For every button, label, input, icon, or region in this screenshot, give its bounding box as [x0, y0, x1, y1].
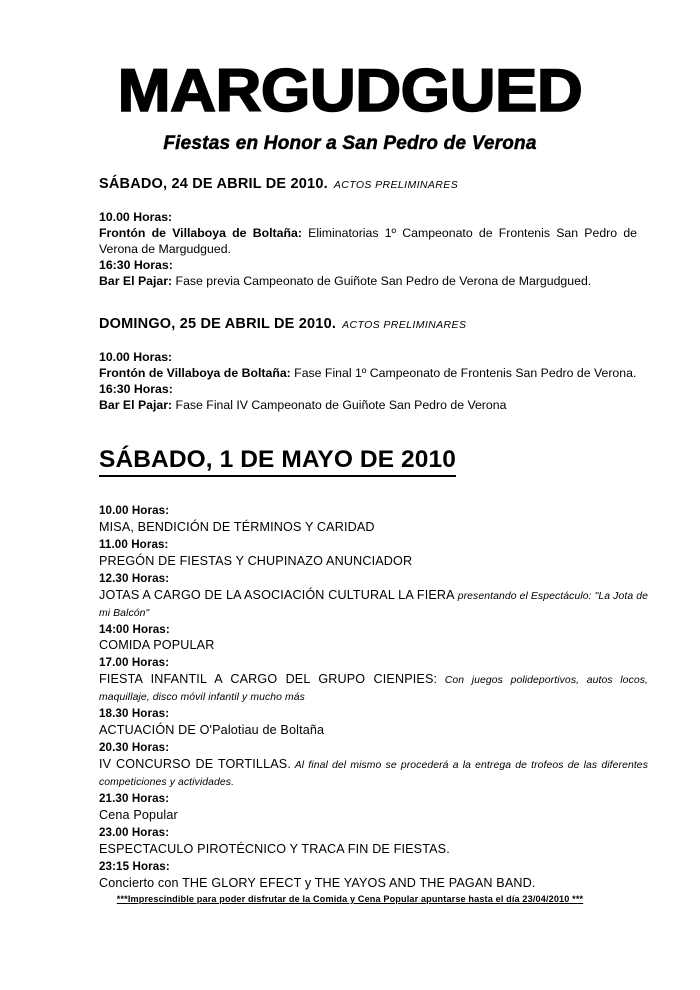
act-label: JOTAS A CARGO DE LA ASOCIACIÓN CULTURAL LA FIERA — [99, 587, 455, 602]
program-time — [99, 790, 648, 807]
day-heading-date: SÁBADO, 24 DE ABRIL DE 2010. — [99, 176, 328, 192]
section-spacer — [99, 414, 648, 446]
entry-description: Fase previa Campeonato de Guiñote San Pedro de Verona de Margudgued. — [172, 273, 592, 288]
day-program — [99, 210, 637, 290]
program-time — [99, 382, 637, 398]
venue-label: Bar El Pajar: — [99, 273, 173, 288]
time-label: 17.00 Horas: — [99, 656, 170, 670]
main-day-heading: SÁBADO, 1 DE MAYO DE 2010 — [99, 446, 456, 477]
program-time — [99, 210, 637, 226]
footer-note — [0, 889, 700, 907]
venue-label: Frontón de Villaboya de Boltaña: — [99, 365, 291, 380]
program-entry — [99, 722, 648, 739]
footer-note-text: ***Imprescindible para poder disfrutar de la Comida y Cena Popular apuntarse hasta el día 23/04/2010 *** — [116, 894, 584, 904]
program-time — [99, 705, 648, 722]
program-entry — [99, 587, 648, 621]
time-label: 14:00 Horas: — [99, 622, 170, 636]
program-entry — [99, 553, 648, 570]
act-label: ESPECTACULO PIROTÉCNICO Y TRACA FIN DE FIESTAS. — [99, 841, 450, 856]
program-entry — [99, 841, 648, 858]
program-entry — [99, 671, 648, 705]
day-program — [99, 350, 637, 414]
poster-content — [99, 176, 648, 892]
act-label: IV CONCURSO DE TORTILLAS. — [99, 757, 291, 772]
program-entry — [99, 756, 648, 790]
program-time — [99, 570, 648, 587]
program-time — [99, 350, 637, 366]
day-heading-date: DOMINGO, 25 DE ABRIL DE 2010. — [99, 315, 337, 332]
entry-description: Fase Final 1º Campeonato de Frontenis San Pedro de Verona. — [290, 365, 637, 380]
act-label: ACTUACIÓN DE O'Palotiau de Boltaña — [99, 723, 325, 738]
venue-label: Frontón de Villaboya de Boltaña: — [99, 225, 302, 240]
program-time — [99, 621, 648, 638]
program-time — [99, 502, 648, 519]
day-heading-tag: ACTOS PRELIMINARES — [333, 179, 459, 191]
time-label: 21.30 Horas: — [99, 792, 170, 806]
program-entry — [99, 366, 637, 382]
act-label: FIESTA INFANTIL A CARGO DEL GRUPO CIENPIES: — [99, 672, 438, 687]
act-note: presentando el Espectáculo: "La Jota de mi Balcón" — [99, 590, 648, 619]
poster-masthead — [0, 57, 700, 155]
act-label: COMIDA POPULAR — [99, 638, 215, 653]
program-entry — [99, 398, 637, 414]
main-day-heading-wrap — [99, 446, 648, 477]
time-label: 18.30 Horas: — [99, 707, 170, 721]
day-heading — [99, 176, 648, 192]
time-label: 10.00 Horas: — [99, 503, 170, 517]
time-label: 10.00 Horas: — [99, 210, 173, 224]
act-label: Cena Popular — [99, 808, 178, 823]
time-label: 11.00 Horas: — [99, 537, 169, 551]
time-label: 23.00 Horas: — [99, 825, 170, 839]
program-time — [99, 739, 648, 756]
poster-subtitle: Fiestas en Honor a San Pedro de Verona — [163, 133, 537, 154]
time-label: 16:30 Horas: — [99, 381, 173, 396]
time-label: 12.30 Horas: — [99, 571, 170, 585]
time-label: 10.00 Horas: — [99, 349, 173, 364]
day-heading — [99, 316, 648, 332]
entry-description: Fase Final IV Campeonato de Guiñote San Pedro de Verona — [172, 397, 507, 412]
program-entry — [99, 226, 637, 258]
section-spacer — [99, 290, 648, 316]
time-label: 20.30 Horas: — [99, 741, 170, 755]
program-entry — [99, 807, 648, 824]
entry-description: Eliminatorias 1º Campeonato de Frontenis San Pedro de Verona de Margudgued. — [99, 225, 637, 256]
program-time — [99, 536, 648, 553]
act-note: Con juegos polideportivos, autos locos, maquillaje, disco móvil infantil y mucho más — [99, 675, 648, 704]
day-block-sabado-24-abril — [99, 176, 648, 290]
time-label: 23:15 Horas: — [99, 859, 170, 873]
act-label: Concierto con THE GLORY EFECT y THE YAYOS AND THE PAGAN BAND. — [99, 875, 536, 890]
program-time — [99, 858, 648, 875]
program-entry — [99, 519, 648, 536]
main-day-program — [99, 502, 648, 892]
day-block-domingo-25-abril — [99, 316, 648, 414]
program-time — [99, 258, 637, 274]
act-label: MISA, BENDICIÓN DE TÉRMINOS Y CARIDAD — [99, 519, 375, 534]
poster-title: MARGUDGUED — [117, 57, 583, 124]
act-label: PREGÓN DE FIESTAS Y CHUPINAZO ANUNCIADOR — [99, 553, 413, 568]
day-block-sabado-1-mayo — [99, 446, 648, 892]
program-entry — [99, 274, 637, 290]
time-label: 16:30 Horas: — [99, 257, 173, 272]
program-entry — [99, 637, 648, 654]
act-note: Al final del mismo se procederá a la entrega de trofeos de las diferentes competiciones y actividades. — [99, 760, 648, 789]
program-time — [99, 654, 648, 671]
program-time — [99, 824, 648, 841]
venue-label: Bar El Pajar: — [99, 397, 173, 412]
day-heading-tag: ACTOS PRELIMINARES — [342, 318, 467, 331]
